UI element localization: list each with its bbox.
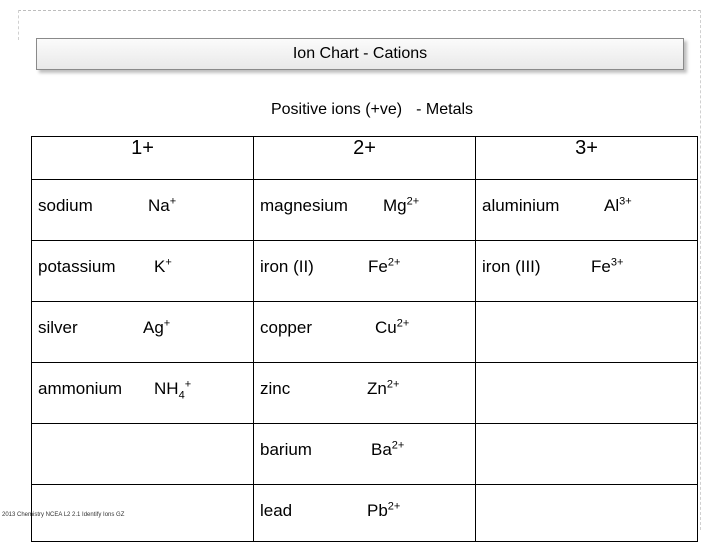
ion-symbol: $Zn^{2+}$: [367, 378, 400, 398]
ion-name: zinc: [260, 379, 291, 398]
ion-name: barium: [260, 440, 312, 459]
ion-name: silver: [38, 318, 78, 337]
ion-chart-table: [2, 136, 698, 542]
ion-symbol: $Al^{3+}$: [604, 195, 632, 215]
ion-cell-empty: [476, 485, 698, 542]
ion-symbol: $NH_4^+$: [154, 378, 192, 402]
subtitle: [0, 101, 720, 119]
ion-symbol: $Pb^{2+}$: [367, 500, 401, 520]
subtitle-main: Positive ions (+ve): [270, 101, 403, 118]
ion-name: lead: [260, 501, 293, 520]
ion-cell: [476, 180, 698, 241]
ion-symbol: K+: [154, 256, 172, 276]
ion-cell: [254, 363, 476, 424]
ion-cell: [32, 241, 254, 302]
header-row: [32, 137, 698, 180]
ion-name: aluminium: [482, 196, 560, 215]
table-row: [32, 241, 698, 302]
ion-cell: [32, 302, 254, 363]
page-title: Ion Chart - Cations: [292, 45, 428, 62]
ion-cell: [476, 241, 698, 302]
footnote: 2013 Chemistry NCEA L2 2.1 Identify Ions GZ: [2, 512, 125, 518]
ion-cell-empty: [476, 363, 698, 424]
ion-symbol: $Mg^{2+}$: [383, 195, 420, 215]
subtitle-category: - Metals: [416, 101, 474, 118]
ion-cell: [254, 180, 476, 241]
ion-symbol: Na+: [148, 195, 177, 215]
decorative-frame-left: [18, 10, 20, 40]
ion-cell: [32, 180, 254, 241]
ion-name: sodium: [38, 196, 93, 215]
ion-cell: [254, 424, 476, 485]
ion-cell-empty: [476, 302, 698, 363]
ion-cell-empty: [32, 424, 254, 485]
title-banner: [36, 38, 684, 70]
ion-symbol: $Fe^{3+}$: [591, 256, 624, 276]
ion-name: ammonium: [38, 379, 123, 398]
ion-cell-empty: [476, 424, 698, 485]
column-header-1plus: 1+: [32, 137, 254, 180]
ion-cell: [254, 302, 476, 363]
ion-symbol: $Fe^{2+}$: [368, 256, 401, 276]
table-row: [32, 363, 698, 424]
ion-name: magnesium: [260, 196, 348, 215]
table-row: [32, 302, 698, 363]
table-row: [32, 424, 698, 485]
decorative-frame-right: [700, 10, 702, 530]
table-row: [32, 485, 698, 542]
ion-cell: [254, 241, 476, 302]
ion-cell: [32, 363, 254, 424]
ion-cell-footnote: [2, 485, 254, 542]
ion-symbol: $Cu^{2+}$: [375, 317, 410, 337]
ion-name: iron (III): [482, 257, 541, 276]
column-header-3plus: 3+: [476, 137, 698, 180]
ion-symbol: $Ba^{2+}$: [371, 439, 405, 459]
ion-name: iron (II): [260, 257, 314, 276]
column-header-2plus: 2+: [254, 137, 476, 180]
ion-symbol: Ag+: [143, 317, 171, 337]
table-row: [32, 180, 698, 241]
ion-cell: [254, 485, 476, 542]
ion-name: copper: [260, 318, 312, 337]
ion-name: potassium: [38, 257, 116, 276]
decorative-frame-top: [18, 10, 701, 13]
